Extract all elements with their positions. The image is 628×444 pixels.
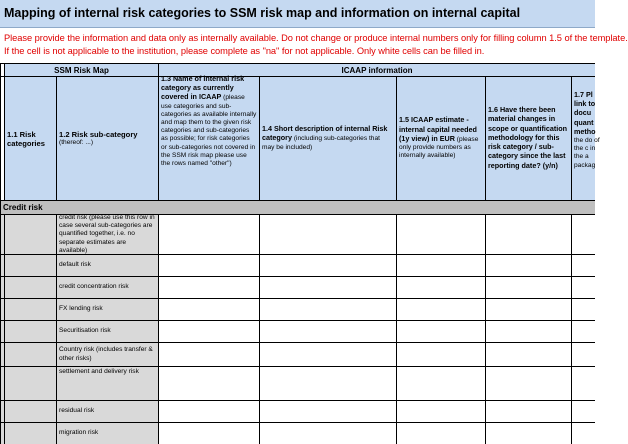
table-row: [57, 215, 159, 255]
col-header-risk-subcategory: [57, 77, 159, 201]
risk-category-cell: [5, 321, 57, 343]
input-cell-material-changes[interactable]: [486, 401, 572, 423]
col-header-risk-categories-label: 1.1 Risk categories: [7, 129, 45, 148]
input-cell-material-changes[interactable]: [486, 423, 572, 444]
risk-category-cell: [5, 343, 57, 367]
table-row: [57, 401, 159, 423]
risk-subcategory-label: credit concentration risk: [59, 283, 129, 291]
group-header-ssm: SSM Risk Map: [5, 63, 159, 77]
input-cell-material-changes[interactable]: [486, 299, 572, 321]
input-cell-internal-risk-name[interactable]: [159, 401, 260, 423]
input-cell-icaap-estimate[interactable]: [397, 401, 486, 423]
col-header-internal-risk-name: [159, 74, 260, 201]
input-cell-icaap-estimate[interactable]: [397, 255, 486, 277]
risk-category-cell: [5, 367, 57, 401]
input-cell-internal-risk-name[interactable]: [159, 255, 260, 277]
col-header-internal-risk-name-label: 1.3 Name of internal risk category as currently covered in ICAAP: [161, 74, 245, 102]
col-header-short-description-label: 1.4 Short description of internal Risk category: [262, 124, 388, 143]
title-bar: [0, 0, 595, 28]
risk-subcategory-label: FX lending risk: [59, 305, 103, 313]
input-cell-documentation-link[interactable]: [572, 255, 595, 277]
col-header-internal-risk-name-note: (please use categories and sub-categories as available internally and map them to the given risk categories and sub-categories as possible; for risk categories or sub-categories not covered in the SSM risk map please use the rows named "other"): [161, 94, 257, 168]
table-row: [57, 343, 159, 367]
input-cell-documentation-link[interactable]: [572, 343, 595, 367]
input-cell-material-changes[interactable]: [486, 343, 572, 367]
col-header-short-description: [260, 77, 397, 201]
risk-subcategory-label: migration risk: [59, 429, 99, 437]
input-cell-short-description[interactable]: [260, 401, 397, 423]
input-cell-short-description[interactable]: [260, 343, 397, 367]
instruction-line-2: If the cell is not applicable to the institution, please complete as "na" for not applicable. Only white cells can be filled in.: [4, 46, 485, 56]
risk-subcategory-label: Country risk (includes transfer & other risks): [59, 346, 153, 362]
risk-category-band-credit-risk: Credit risk: [0, 201, 595, 215]
col-header-documentation-link-label: 1.7 Pl link to docu quant metho: [574, 90, 596, 136]
input-cell-internal-risk-name[interactable]: [159, 215, 260, 255]
mapping-table: [0, 63, 600, 444]
input-cell-documentation-link[interactable]: [572, 277, 595, 299]
input-cell-internal-risk-name[interactable]: [159, 343, 260, 367]
input-cell-documentation-link[interactable]: [572, 401, 595, 423]
col-header-short-description-note: (including sub-categories that may be included): [262, 135, 380, 151]
input-cell-material-changes[interactable]: [486, 215, 572, 255]
table-row: [57, 255, 159, 277]
col-header-documentation-link-note: the do of the c in the a packag: [574, 137, 600, 169]
table-row: [57, 321, 159, 343]
input-cell-documentation-link[interactable]: [572, 215, 595, 255]
table-row: [57, 277, 159, 299]
risk-category-cell: [5, 401, 57, 423]
col-header-risk-subcategory-label: 1.2 Risk sub-category: [59, 129, 138, 139]
input-cell-documentation-link[interactable]: [572, 321, 595, 343]
risk-category-cell: [5, 255, 57, 277]
table-row: [57, 299, 159, 321]
input-cell-icaap-estimate[interactable]: [397, 423, 486, 444]
input-cell-short-description[interactable]: [260, 321, 397, 343]
table-row: [57, 367, 159, 401]
input-cell-icaap-estimate[interactable]: [397, 215, 486, 255]
input-cell-short-description[interactable]: [260, 277, 397, 299]
risk-subcategory-label: settlement and delivery risk: [59, 368, 139, 375]
input-cell-icaap-estimate[interactable]: [397, 321, 486, 343]
group-header-icaap: ICAAP information: [159, 63, 595, 77]
input-cell-material-changes[interactable]: [486, 321, 572, 343]
input-cell-internal-risk-name[interactable]: [159, 277, 260, 299]
input-cell-documentation-link[interactable]: [572, 299, 595, 321]
input-cell-material-changes[interactable]: [486, 367, 572, 401]
risk-category-cell: [5, 277, 57, 299]
risk-subcategory-label: Securitisation risk: [59, 327, 111, 335]
risk-category-cell: [5, 215, 57, 255]
input-cell-icaap-estimate[interactable]: [397, 277, 486, 299]
col-header-material-changes: [486, 77, 572, 201]
input-cell-short-description[interactable]: [260, 299, 397, 321]
input-cell-internal-risk-name[interactable]: [159, 321, 260, 343]
input-cell-material-changes[interactable]: [486, 277, 572, 299]
col-header-icaap-estimate: [397, 77, 486, 201]
risk-subcategory-label: default risk: [59, 261, 91, 269]
input-cell-icaap-estimate[interactable]: [397, 299, 486, 321]
risk-subcategory-label: residual risk: [59, 407, 95, 415]
input-cell-internal-risk-name[interactable]: [159, 423, 260, 444]
input-cell-documentation-link[interactable]: [572, 423, 595, 444]
col-header-risk-subcategory-note: (thereof: ...): [59, 138, 94, 146]
col-header-icaap-estimate-label: 1.5 ICAAP estimate - internal capital needed (1y view) in EUR: [399, 115, 477, 143]
input-cell-icaap-estimate[interactable]: [397, 367, 486, 401]
risk-category-cell: [5, 299, 57, 321]
input-cell-internal-risk-name[interactable]: [159, 367, 260, 401]
col-header-risk-categories: [5, 77, 57, 201]
input-cell-short-description[interactable]: [260, 215, 397, 255]
sheet-title: Mapping of internal risk categories to SSM risk map and information on internal capital: [4, 6, 521, 20]
input-cell-material-changes[interactable]: [486, 255, 572, 277]
input-cell-short-description[interactable]: [260, 367, 397, 401]
risk-category-cell: [5, 423, 57, 444]
table-row: [57, 423, 159, 444]
col-header-icaap-estimate-note: (please only provide numbers as internally available): [399, 135, 479, 160]
instruction-line-1: Please provide the information and data only as internally available. Do not change or produce internal numbers only for filling column 1.5 of the template.: [4, 33, 628, 43]
col-header-material-changes-label: 1.6 Have there been material changes in scope or quantification methodology for this risk category / sub-category since the last reporting date? (y/n): [488, 105, 568, 170]
input-cell-short-description[interactable]: [260, 255, 397, 277]
input-cell-documentation-link[interactable]: [572, 367, 595, 401]
input-cell-short-description[interactable]: [260, 423, 397, 444]
risk-subcategory-label: credit risk (please use this row in case several sub-categories are quantified together, i.e. no separate estimates are available): [59, 214, 155, 254]
input-cell-icaap-estimate[interactable]: [397, 343, 486, 367]
col-header-documentation-link: [572, 77, 600, 201]
input-cell-internal-risk-name[interactable]: [159, 299, 260, 321]
